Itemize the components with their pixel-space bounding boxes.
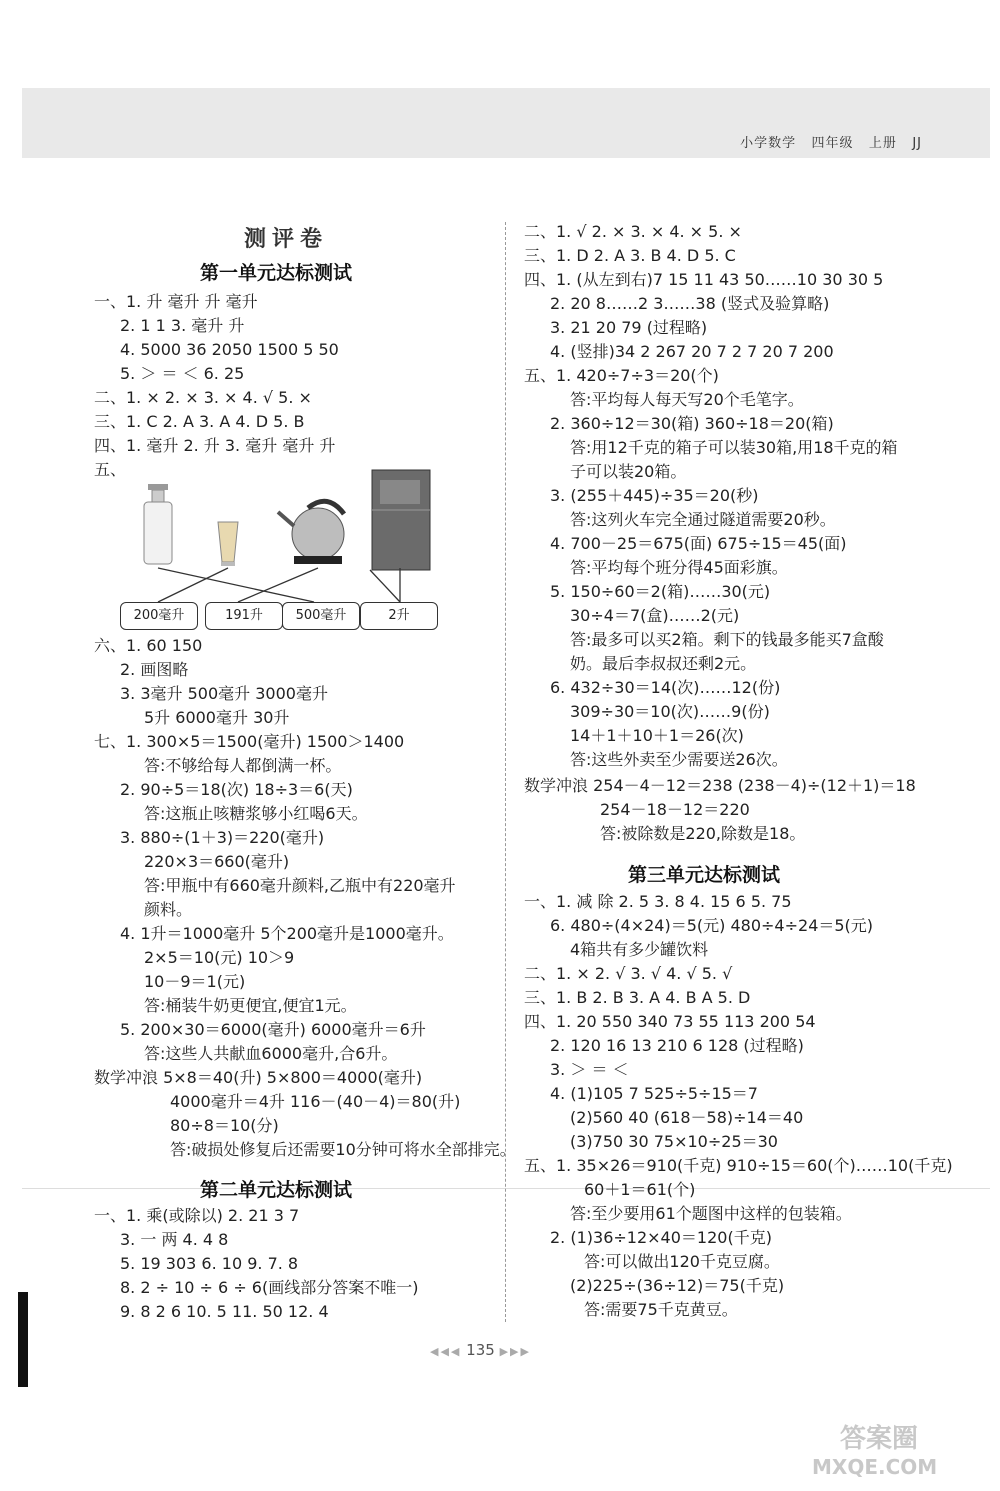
right-line: 2. (1)36÷12×40＝120(千克)	[550, 1228, 772, 1247]
right-line: 答:这列火车完全通过隧道需要20秒。	[570, 510, 836, 529]
unit1-title: 第一单元达标测试	[200, 262, 353, 284]
right-line: 奶。最后李叔叔还剩2元。	[570, 654, 757, 673]
left-line: 5. 200×30＝6000(毫升) 6000毫升＝6升	[120, 1020, 426, 1039]
page-number: 135	[466, 1341, 495, 1359]
left-line: 答:这瓶止咳糖浆够小红喝6天。	[144, 804, 368, 823]
left-line: 五、	[94, 460, 127, 479]
right-line: (2)560 40 (618－58)÷14＝40	[570, 1108, 804, 1127]
right-line: (2)225÷(36÷12)＝75(千克)	[570, 1276, 785, 1295]
right-line: 子可以装20箱。	[570, 462, 687, 481]
right-line: 三、1. B 2. B 3. A 4. B A 5. D	[524, 988, 751, 1007]
right-line: 4. (竖排)34 2 267 20 7 2 7 20 7 200	[550, 342, 834, 361]
left-line: 二、1. × 2. × 3. × 4. √ 5. ×	[94, 388, 312, 407]
right-line: 30÷4＝7(盒)……2(元)	[570, 606, 740, 625]
left-line: 5. 19 303 6. 10 9. 7. 8	[120, 1254, 299, 1273]
left-line: 4000毫升＝4升 116－(40－4)＝80(升)	[170, 1092, 461, 1111]
label-200ml: 200毫升	[120, 602, 198, 630]
unit3-title: 第三单元达标测试	[628, 864, 781, 886]
right-line: 答:至少要用61个题图中这样的包装箱。	[570, 1204, 852, 1223]
section-title: 测评卷	[244, 227, 329, 252]
unit2-title: 第二单元达标测试	[200, 1179, 353, 1201]
left-line: 3. 一 两 4. 4 8	[120, 1230, 229, 1249]
right-line: 答:被除数是220,除数是18。	[600, 824, 806, 843]
left-line: 答:桶装牛奶更便宜,便宜1元。	[144, 996, 357, 1015]
left-line: 四、1. 毫升 2. 升 3. 毫升 毫升 升	[94, 436, 336, 455]
left-line: 答:不够给每人都倒满一杯。	[144, 756, 342, 775]
right-line: 答:需要75千克黄豆。	[584, 1300, 738, 1319]
book-info	[740, 132, 922, 151]
left-line: 答:甲瓶中有660毫升颜料,乙瓶中有220毫升	[144, 876, 456, 895]
right-line: 四、1. 20 550 340 73 55 113 200 54	[524, 1012, 816, 1031]
column-divider	[505, 222, 506, 1322]
right-line: 4. 700－25＝675(面) 675÷15＝45(面)	[550, 534, 847, 553]
right-line: 4. (1)105 7 525÷5÷15＝7	[550, 1084, 758, 1103]
left-line: 七、1. 300×5＝1500(毫升) 1500＞1400	[94, 732, 405, 751]
left-line: 一、1. 乘(或除以) 2. 21 3 7	[94, 1206, 300, 1225]
right-line: 4箱共有多少罐饮料	[570, 940, 709, 959]
left-line: 答:破损处修复后还需要10分钟可将水全部排完。	[170, 1140, 516, 1159]
right-line: 五、1. 35×26＝910(千克) 910÷15＝60(个)……10(千克)	[524, 1156, 953, 1175]
right-line: 2. 120 16 13 210 6 128 (过程略)	[550, 1036, 804, 1055]
matching-lines	[158, 568, 400, 602]
right-line: 四、1. (从左到右)7 15 11 43 50……10 30 30 5	[524, 270, 884, 289]
left-line: 数学冲浪 5×8＝40(升) 5×800＝4000(毫升)	[94, 1068, 423, 1087]
right-line: 6. 432÷30＝14(次)……12(份)	[550, 678, 781, 697]
page-number-area	[430, 1341, 531, 1359]
left-line: 9. 8 2 6 10. 5 11. 50 12. 4	[120, 1302, 329, 1321]
right-line: 3. 21 20 79 (过程略)	[550, 318, 708, 337]
divider	[22, 1188, 990, 1189]
right-line: 答:用12千克的箱子可以装30箱,用18千克的箱	[570, 438, 898, 457]
left-line: 4. 5000 36 2050 1500 5 50	[120, 340, 339, 359]
subject: 小学数学	[740, 136, 797, 151]
juice-glass-icon	[218, 522, 238, 566]
left-line: 3. 3毫升 500毫升 3000毫升	[120, 684, 328, 703]
right-line: 309÷30＝10(次)……9(份)	[570, 702, 770, 721]
right-line: 5. 150÷60＝2(箱)……30(元)	[550, 582, 771, 601]
label-191l: 191升	[205, 602, 283, 630]
left-line: 3. 880÷(1＋3)＝220(毫升)	[120, 828, 325, 847]
right-line: 答:最多可以买2箱。剩下的钱最多能买7盒酸	[570, 630, 884, 649]
left-line: 2. 90÷5＝18(次) 18÷3＝6(天)	[120, 780, 353, 799]
left-line: 5. ＞ ＝ ＜ 6. 25	[120, 364, 245, 383]
left-line: 80÷8＝10(分)	[170, 1116, 279, 1135]
right-line: 一、1. 减 除 2. 5 3. 8 4. 15 6 5. 75	[524, 892, 792, 911]
right-line: 3. ＞ ＝ ＜	[550, 1060, 629, 1079]
right-line: 14＋1＋10＋1＝26(次)	[570, 726, 744, 745]
grade: 四年级	[811, 136, 854, 151]
left-line: 一、1. 升 毫升 升 毫升	[94, 292, 258, 311]
right-line: 2. 20 8……2 3……38 (竖式及验算略)	[550, 294, 830, 313]
label-2l: 2升	[360, 602, 438, 630]
right-line: 答:可以做出120千克豆腐。	[584, 1252, 780, 1271]
right-line: 五、1. 420÷7÷3＝20(个)	[524, 366, 719, 385]
left-line: 2. 1 1 3. 毫升 升	[120, 316, 245, 335]
prev-arrows-icon: ◀◀◀	[430, 1345, 462, 1358]
left-line: 颜料。	[144, 900, 193, 919]
right-line: (3)750 30 75×10÷25＝30	[570, 1132, 778, 1151]
right-line: 答:平均每个班分得45面彩旗。	[570, 558, 788, 577]
right-line: 2. 360÷12＝30(箱) 360÷18＝20(箱)	[550, 414, 834, 433]
left-line: 8. 2 ÷ 10 ÷ 6 ÷ 6(画线部分答案不唯一)	[120, 1278, 419, 1297]
right-line: 答:这些外卖至少需要送26次。	[570, 750, 788, 769]
watermark-url: MXQE.COM	[812, 1455, 938, 1479]
right-line: 3. (255＋445)÷35＝20(秒)	[550, 486, 759, 505]
right-line: 二、1. √ 2. × 3. × 4. × 5. ×	[524, 222, 742, 241]
edition: JJ	[912, 136, 922, 151]
right-line: 答:平均每人每天写20个毛笔字。	[570, 390, 804, 409]
right-line: 60＋1＝61(个)	[584, 1180, 696, 1199]
left-line: 10－9＝1(元)	[144, 972, 246, 991]
volume: 上册	[868, 136, 897, 151]
next-arrows-icon: ▶▶▶	[499, 1345, 531, 1358]
right-line: 二、1. × 2. √ 3. √ 4. √ 5. √	[524, 964, 733, 983]
left-line: 答:这些人共献血6000毫升,合6升。	[144, 1044, 398, 1063]
right-line: 6. 480÷(4×24)＝5(元) 480÷4÷24＝5(元)	[550, 916, 874, 935]
right-line: 三、1. D 2. A 3. B 4. D 5. C	[524, 246, 736, 265]
lotion-bottle-icon	[144, 484, 172, 564]
left-line: 5升 6000毫升 30升	[144, 708, 290, 727]
kettle-icon	[278, 501, 344, 564]
left-line: 2×5＝10(元) 10＞9	[144, 948, 295, 967]
label-500ml: 500毫升	[282, 602, 360, 630]
right-line: 数学冲浪 254－4－12＝238 (238－4)÷(12＋1)＝18	[524, 776, 916, 795]
right-line: 254－18－12＝220	[600, 800, 750, 819]
watermark-logo: 答案圈	[840, 1424, 919, 1454]
left-line: 六、1. 60 150	[94, 636, 203, 655]
left-line: 三、1. C 2. A 3. A 4. D 5. B	[94, 412, 305, 431]
refrigerator-icon	[372, 470, 430, 570]
left-line: 2. 画图略	[120, 660, 189, 679]
binding-edge	[18, 1292, 28, 1387]
left-line: 220×3＝660(毫升)	[144, 852, 290, 871]
left-line: 4. 1升＝1000毫升 5个200毫升是1000毫升。	[120, 924, 454, 943]
